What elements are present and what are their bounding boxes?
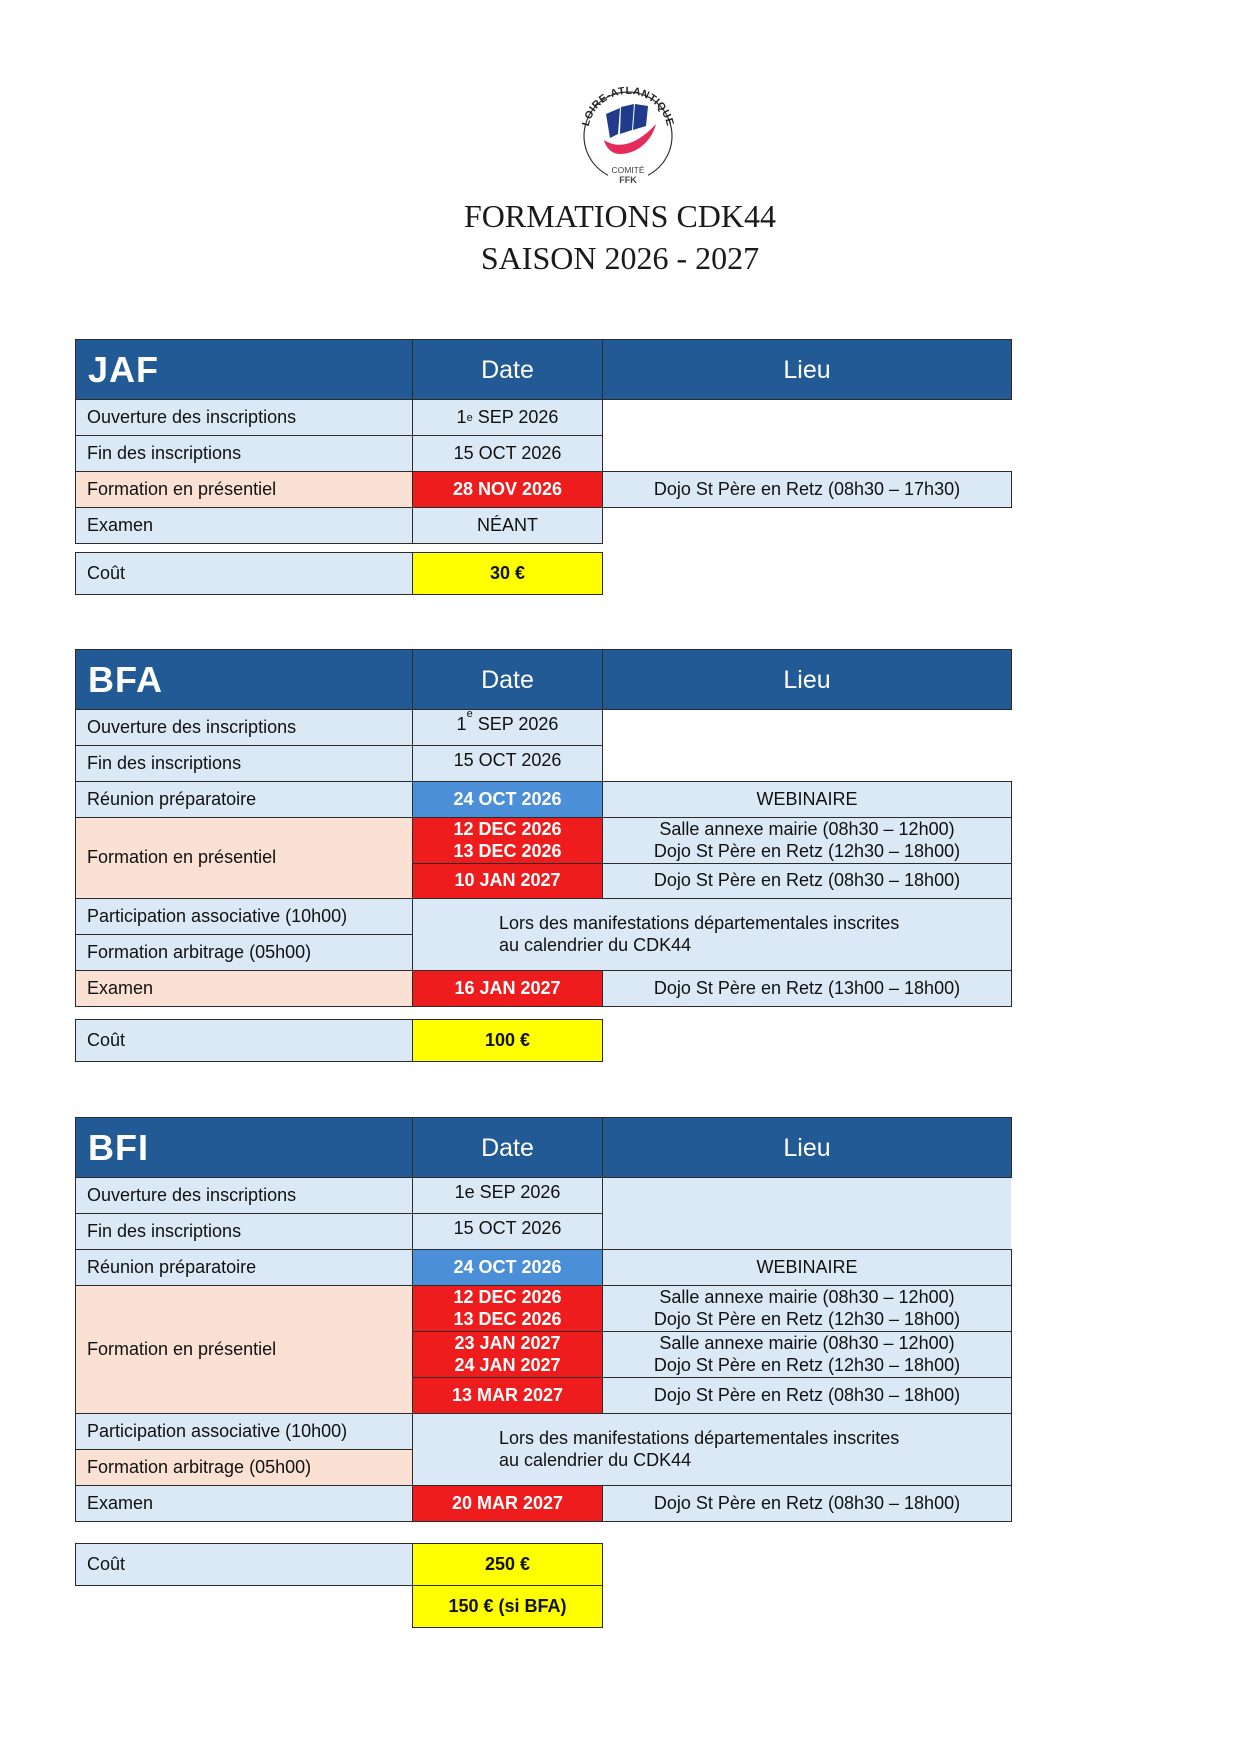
bfa-col-lieu: Lieu	[602, 649, 1012, 710]
bfa-formation-date: 12 DEC 2026	[453, 818, 562, 839]
bfa-cout-label: Coût	[75, 1019, 413, 1062]
bfi-reunion-label: Réunion préparatoire	[75, 1249, 413, 1286]
bfi-formation-dates-block1	[412, 1285, 603, 1332]
jaf-ouverture-label: Ouverture des inscriptions	[75, 399, 413, 436]
bfa-reunion-lieu: WEBINAIRE	[602, 781, 1012, 818]
bfi-title: BFI	[75, 1117, 413, 1178]
bfi-formation-date: 12 DEC 2026	[453, 1286, 562, 1307]
bfi-examen-date: 20 MAR 2027	[412, 1485, 603, 1522]
svg-text:FFK: FFK	[619, 175, 637, 185]
bfi-formation-lieux-block1	[602, 1285, 1012, 1332]
jaf-cout-label: Coût	[75, 552, 413, 595]
bfa-examen-lieu: Dojo St Père en Retz (13h00 – 18h00)	[602, 970, 1012, 1007]
bfa-participation-label: Participation associative (10h00)	[75, 898, 413, 935]
bfi-participation-label: Participation associative (10h00)	[75, 1413, 413, 1450]
bfi-formation-lieu: Dojo St Père en Retz (12h30 – 18h00)	[653, 1308, 961, 1329]
bfi-formation-date: 24 JAN 2027	[454, 1354, 561, 1375]
bfi-cout-label: Coût	[75, 1543, 413, 1586]
bfa-ouverture-label: Ouverture des inscriptions	[75, 709, 413, 746]
jaf-fin-label: Fin des inscriptions	[75, 435, 413, 472]
bfa-manifestations-text: Lors des manifestations départementales inscrites au calendrier du CDK44	[412, 898, 1012, 971]
page-title-line2: SAISON 2026 - 2027	[480, 240, 760, 276]
bfi-arbitrage-label: Formation arbitrage (05h00)	[75, 1449, 413, 1486]
bfa-col-date: Date	[412, 649, 603, 710]
bfa-formation-dates-block1	[412, 817, 603, 864]
bfa-formation-lieu: Salle annexe mairie (08h30 – 12h00)	[659, 818, 955, 839]
jaf-formation-date: 28 NOV 2026	[412, 471, 603, 508]
bfa-formation-date-2: 10 JAN 2027	[412, 863, 603, 899]
bfi-fin-date: 15 OCT 2026	[412, 1213, 603, 1250]
bfi-formation-date: 13 DEC 2026	[453, 1308, 562, 1329]
svg-text:COMITÉ: COMITÉ	[611, 165, 645, 175]
bfi-fin-label: Fin des inscriptions	[75, 1213, 413, 1250]
bfi-formation-lieu: Dojo St Père en Retz (12h30 – 18h00)	[653, 1354, 961, 1375]
bfi-formation-date-3: 13 MAR 2027	[412, 1377, 603, 1414]
bfi-reunion-lieu: WEBINAIRE	[602, 1249, 1012, 1286]
bfa-formation-lieu-2: Dojo St Père en Retz (08h30 – 18h00)	[602, 863, 1012, 899]
bfi-manifestations-text: Lors des manifestations départementales inscrites au calendrier du CDK44	[412, 1413, 1012, 1486]
bfa-reunion-date: 24 OCT 2026	[412, 781, 603, 818]
bfa-examen-label: Examen	[75, 970, 413, 1007]
jaf-cout-value: 30 €	[412, 552, 603, 595]
bfa-title: BFA	[75, 649, 413, 710]
bfi-formation-label: Formation en présentiel	[75, 1285, 413, 1414]
bfi-reunion-date: 24 OCT 2026	[412, 1249, 603, 1286]
cdk44-logo	[576, 82, 680, 188]
bfa-examen-date: 16 JAN 2027	[412, 970, 603, 1007]
bfa-formation-date: 13 DEC 2026	[453, 840, 562, 861]
jaf-col-date: Date	[412, 339, 603, 400]
jaf-formation-label: Formation en présentiel	[75, 471, 413, 508]
bfa-fin-label: Fin des inscriptions	[75, 745, 413, 782]
jaf-examen-label: Examen	[75, 507, 413, 544]
jaf-formation-lieu: Dojo St Père en Retz (08h30 – 17h30)	[602, 471, 1012, 508]
bfa-ouverture-date: 1 e SEP 2026	[412, 709, 603, 746]
bfi-examen-lieu: Dojo St Père en Retz (08h30 – 18h00)	[602, 1485, 1012, 1522]
bfi-formation-date: 23 JAN 2027	[454, 1332, 561, 1353]
bfi-cout-value-bfa: 150 € (si BFA)	[412, 1585, 603, 1628]
bfa-cout-value: 100 €	[412, 1019, 603, 1062]
jaf-fin-date: 15 OCT 2026	[412, 435, 603, 472]
bfa-reunion-label: Réunion préparatoire	[75, 781, 413, 818]
bfi-examen-label: Examen	[75, 1485, 413, 1522]
jaf-title: JAF	[75, 339, 413, 400]
jaf-col-lieu: Lieu	[602, 339, 1012, 400]
bfi-ouverture-date: 1e SEP 2026	[412, 1177, 603, 1214]
bfi-col-lieu: Lieu	[602, 1117, 1012, 1178]
bfi-formation-lieux-block2	[602, 1331, 1012, 1378]
bfi-ouverture-label: Ouverture des inscriptions	[75, 1177, 413, 1214]
bfi-formation-lieu: Salle annexe mairie (08h30 – 12h00)	[659, 1286, 955, 1307]
bfa-formation-lieux-block1	[602, 817, 1012, 864]
bfa-fin-date: 15 OCT 2026	[412, 745, 603, 782]
bfa-formation-lieu: Dojo St Père en Retz (12h30 – 18h00)	[653, 840, 961, 861]
page-title-line1: FORMATIONS CDK44	[463, 198, 777, 234]
jaf-ouverture-date: 1 e SEP 2026	[412, 399, 603, 436]
bfi-formation-dates-block2	[412, 1331, 603, 1378]
svg-text:LOIRE-ATLANTIQUE: LOIRE-ATLANTIQUE	[579, 84, 677, 128]
bfi-cout-value: 250 €	[412, 1543, 603, 1586]
bfi-formation-lieu-3: Dojo St Père en Retz (08h30 – 18h00)	[602, 1377, 1012, 1414]
bfa-arbitrage-label: Formation arbitrage (05h00)	[75, 934, 413, 971]
bfa-formation-label: Formation en présentiel	[75, 817, 413, 899]
bfi-formation-lieu: Salle annexe mairie (08h30 – 12h00)	[659, 1332, 955, 1353]
jaf-examen-date: NÉANT	[412, 507, 603, 544]
bfi-lieu-blank	[603, 1178, 1011, 1250]
bfi-col-date: Date	[412, 1117, 603, 1178]
